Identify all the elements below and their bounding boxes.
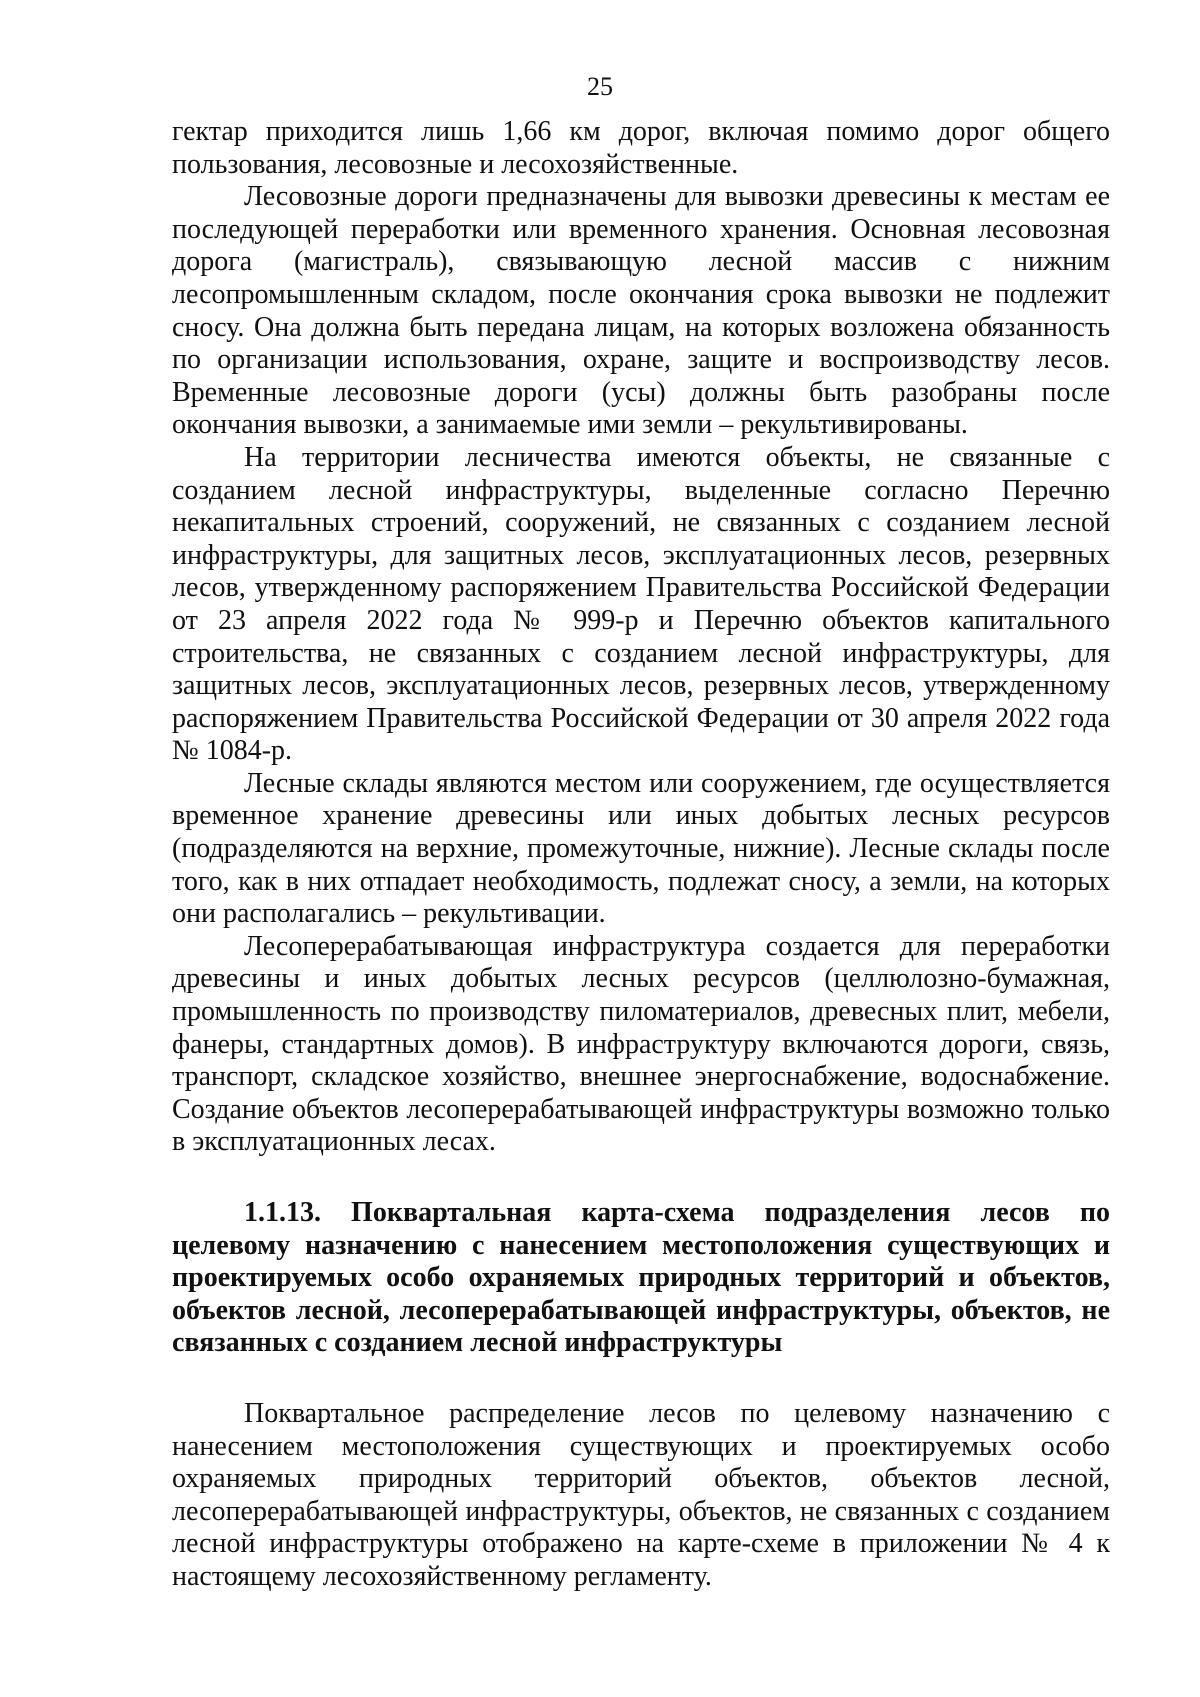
paragraph-logging-roads: Лесовозные дороги предназначены для вывозки древесины к местам ее последующей переработки или временного хранения. Основная лесовозная дорога (магистраль), связывающую лесной массив с нижним лесопромышленным складом, после окончания срока вывозки не подлежит сносу. Она должна быть передана лицам, на которых возложена обязанность по организации использования, охране, защите и воспроизводству лесов. Временные лесовозные дороги (усы) должны быть разобраны после окончания вывозки, а занимаемые ими земли – рекультивированы. xyxy=(172,181,1110,441)
paragraph-non-infrastructure-objects: На территории лесничества имеются объекты, не связанные с созданием лесной инфраструктуры, выделенные согласно Перечню некапитальных строений, сооружений, не связанных с созданием лесной инфраструктуры, для защитных лесов, эксплуатационных лесов, резервных лесов, утвержденному распоряжением Правительства Российской Федерации от 23 апреля 2022 года № 999-р и Перечню объектов капитального строительства, не связанных с созданием лесной инфраструктуры, для защитных лесов, эксплуатационных лесов, резервных лесов, утвержденному распоряжением Правительства Российской Федерации от 30 апреля 2022 года № 1084-р. xyxy=(172,441,1110,767)
paragraph-forest-warehouses: Лесные склады являются местом или сооружением, где осуществляется временное хранение древесины или иных добытых лесных ресурсов (подразделяются на верхние, промежуточные, нижние). Лесные склады после того, как в них отпадает необходимость, подлежат сносу, а земли, на которых они располагались – рекультивации. xyxy=(172,767,1110,930)
page-number: 25 xyxy=(587,72,613,101)
section-heading: 1.1.13. Поквартальная карта-схема подразделения лесов по целевому назначению с нанесением местоположения существующих и проектируемых особо охраняемых природных территорий и объектов, объектов лесной, лесоперерабатывающей инфраструктуры, объектов, не связанных с созданием лесной инфраструктуры xyxy=(172,1197,1110,1359)
page-body xyxy=(172,116,1110,1594)
paragraph-processing-infrastructure: Лесоперерабатывающая инфраструктура создается для переработки древесины и иных добытых лесных ресурсов (целлюлозно-бумажная, промышленность по производству пиломатериалов, древесных плит, мебели, фанеры, стандартных домов). В инфраструктуру включаются дороги, связь, транспорт, складское хозяйство, внешнее энергоснабжение, водоснабжение. Создание объектов лесоперерабатывающей инфраструктуры возможно только в эксплуатационных лесах. xyxy=(172,930,1110,1158)
paragraph-continuation: гектар приходится лишь 1,66 км дорог, включая помимо дорог общего пользования, лесовозные и лесохозяйственные. xyxy=(172,116,1110,180)
paragraph-map-scheme: Поквартальное распределение лесов по целевому назначению с нанесением местоположения существующих и проектируемых особо охраняемых природных территорий объектов, объектов лесной, лесоперерабатывающей инфраструктуры, объектов, не связанных с созданием лесной инфраструктуры отображено на карте-схеме в приложении № 4 к настоящему лесохозяйственному регламенту. xyxy=(172,1397,1110,1592)
